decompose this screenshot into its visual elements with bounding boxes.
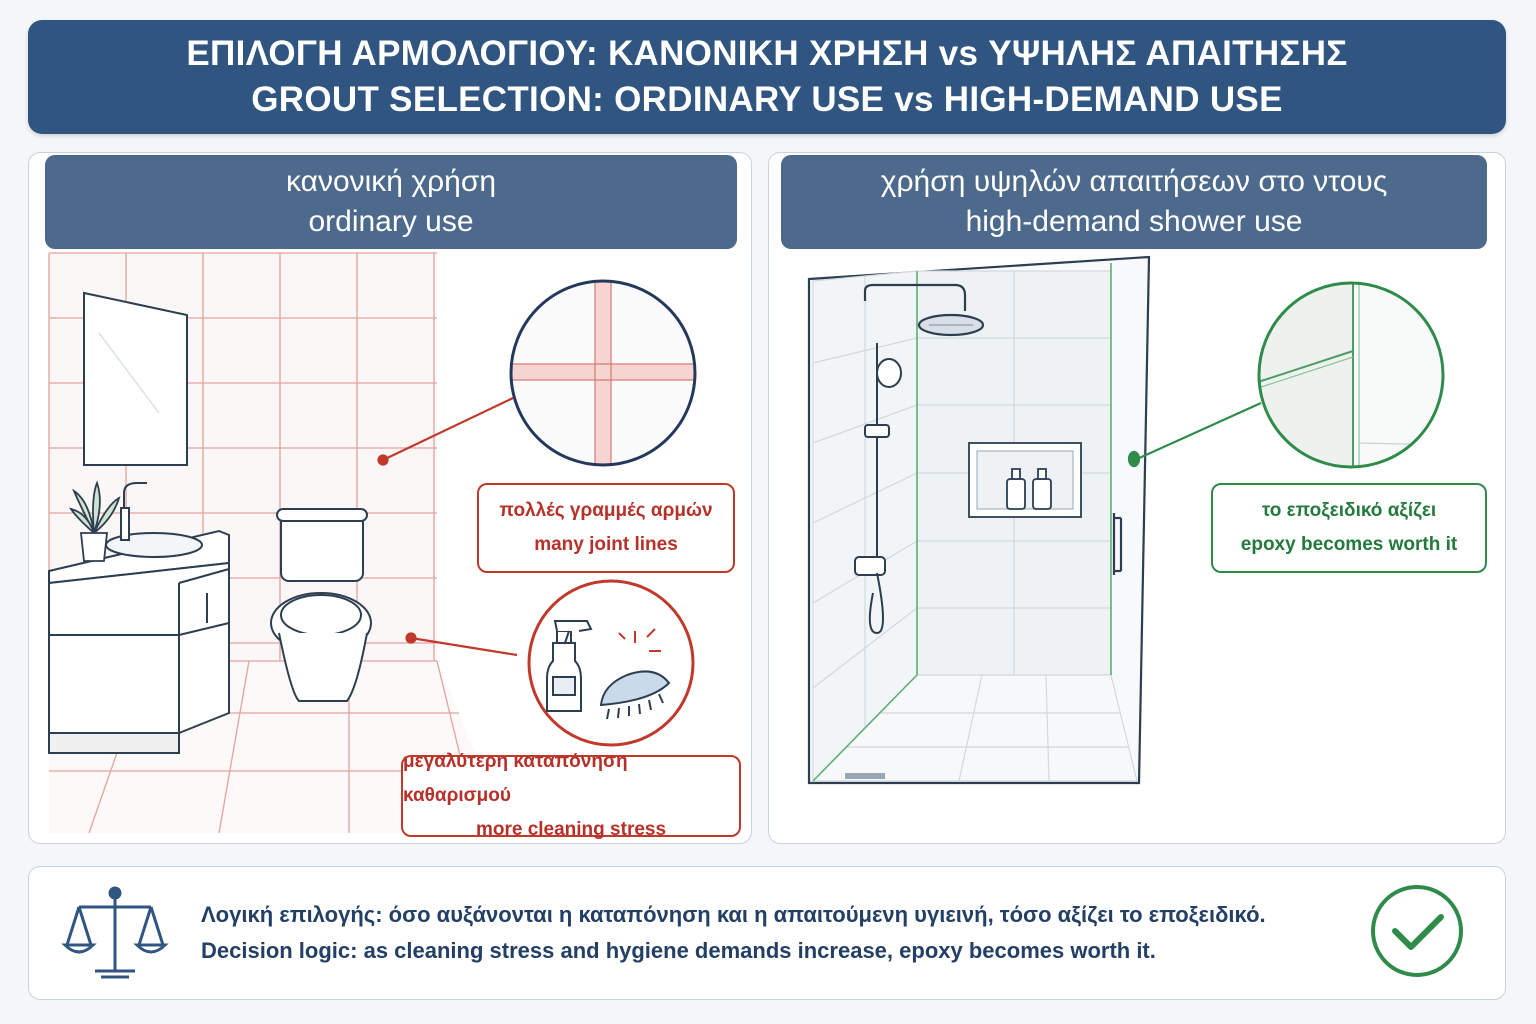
cleaning-stress-callout (401, 751, 741, 840)
decision-logic-greek: Λογική επιλογής: όσο αυξάνονται η καταπόνηση και η απαιτούμενη υγιεινή, τόσο αξίζει το εποξειδικό. (201, 902, 1266, 927)
decision-logic-english: Decision logic: as cleaning stress and hygiene demands increase, epoxy becomes worth it. (201, 938, 1156, 963)
shower-niche (969, 443, 1081, 517)
high-demand-heading (781, 155, 1487, 249)
cleaning-stress-greek: μεγαλύτερη καταπόνηση καθαρισμού (403, 751, 628, 806)
joint-lines-callout (477, 483, 735, 573)
epoxy-worth-callout (1211, 483, 1487, 573)
decision-logic-footer (28, 866, 1506, 1000)
high-demand-heading-english: high-demand shower use (965, 205, 1303, 238)
title-english: GROUT SELECTION: ORDINARY USE vs HIGH-DEMAND USE (251, 80, 1283, 119)
epoxy-worth-greek: το εποξειδικό αξίζει (1261, 500, 1437, 521)
ordinary-use-heading (45, 155, 737, 249)
checkmark-circle-icon (1373, 887, 1461, 975)
title-banner (28, 20, 1506, 134)
grout-joint-zoom (479, 253, 739, 493)
balance-scale-icon (65, 888, 165, 977)
epoxy-worth-english: epoxy becomes worth it (1240, 534, 1458, 555)
ordinary-use-panel (28, 152, 752, 844)
ordinary-use-heading-greek: κανονική χρήση (285, 165, 497, 198)
cleaning-tools-zoom (529, 581, 693, 745)
joint-lines-greek: πολλές γραμμές αρμών (499, 500, 713, 521)
decision-logic-text (201, 897, 1361, 969)
high-demand-panel (768, 152, 1506, 844)
joint-lines-english: many joint lines (534, 534, 678, 555)
epoxy-joint-zoom (1249, 273, 1449, 483)
title-greek: ΕΠΙΛΟΓΗ ΑΡΜΟΛΟΓΙΟΥ: ΚΑΝΟΝΙΚΗ ΧΡΗΣΗ vs ΥΨΗΛΗΣ ΑΠΑΙΤΗΣΗΣ (186, 34, 1348, 73)
drain-icon (845, 773, 885, 779)
epoxy-leader (1129, 403, 1261, 466)
mirror (84, 293, 187, 465)
cleaning-stress-english: more cleaning stress (475, 819, 667, 840)
ordinary-use-heading-english: ordinary use (308, 205, 474, 238)
high-demand-heading-greek: χρήση υψηλών απαιτήσεων στο ντους (880, 165, 1388, 198)
